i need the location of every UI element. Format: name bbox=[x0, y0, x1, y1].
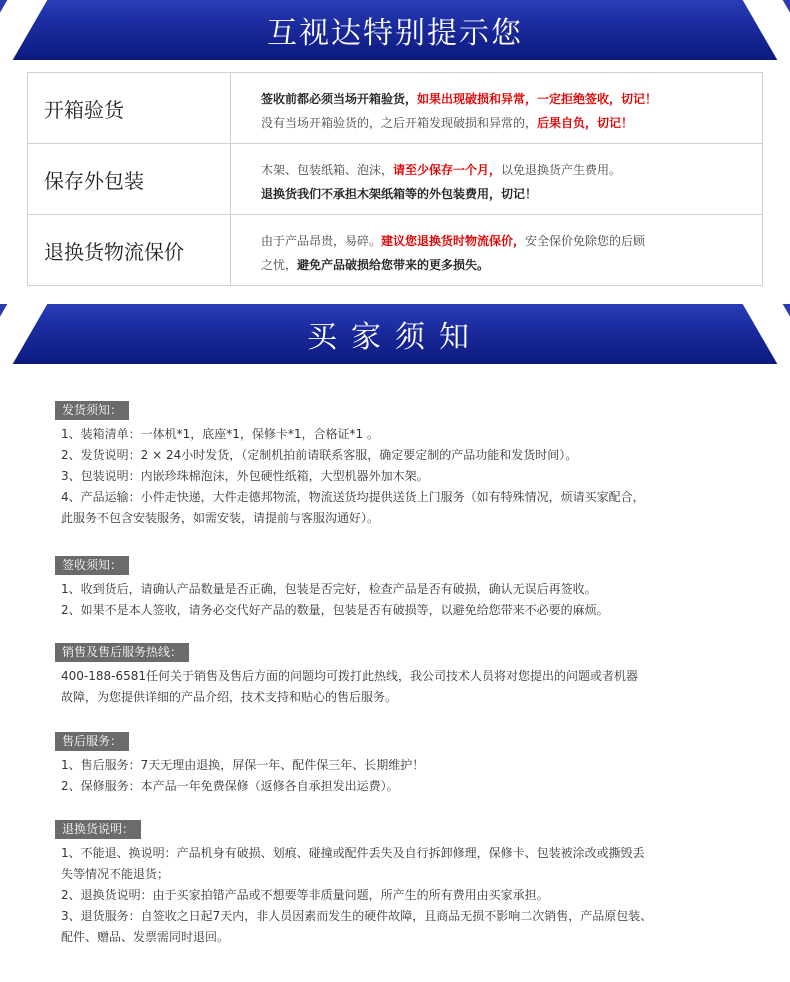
notice-segment: 如果出现破损和异常，一定拒绝签收，切记！ bbox=[417, 92, 658, 106]
section-tag: 售后服务： bbox=[55, 732, 129, 751]
section-line: 1、不能退、换说明：产品机身有破损、划痕、碰撞或配件丢失及自行拆卸修理，保修卡、包装被涂改或撕毁丢 bbox=[61, 846, 645, 860]
notice-segment: 之忧， bbox=[261, 258, 298, 272]
section-line: 3、退货服务：自签收之日起7天内，非人员因素而发生的硬件故障，且商品无损不影响二次销售，产品原包装、 bbox=[61, 909, 653, 923]
section-shipping bbox=[55, 399, 755, 529]
section-line: 配件、赠品、发票需同时退回。 bbox=[61, 930, 230, 944]
section-line: 4、产品运输：小件走快递，大件走德邦物流，物流送货均提供送货上门服务（如有特殊情况，烦请买家配合， bbox=[61, 490, 645, 504]
section-lines bbox=[55, 579, 755, 621]
mid-banner-title: 买家须知 bbox=[307, 320, 483, 355]
notice-row-insurance bbox=[28, 215, 762, 285]
notice-segment: 由于产品昂贵，易碎。 bbox=[261, 234, 382, 248]
section-hotline bbox=[55, 641, 755, 708]
section-line: 失等情况不能退货； bbox=[61, 867, 170, 881]
section-tag: 签收须知： bbox=[55, 556, 129, 575]
section-lines bbox=[55, 843, 755, 948]
notice-segment: 退换货我们不承担木架纸箱等的外包装费用，切记！ bbox=[261, 187, 538, 201]
section-line: 2、发货说明：2 × 24小时发货，（定制机拍前请联系客服，确定要定制的产品功能和发货时间）。 bbox=[61, 448, 578, 462]
section-lines bbox=[55, 755, 755, 797]
top-banner bbox=[0, 0, 790, 60]
notice-text bbox=[231, 73, 762, 143]
section-lines bbox=[55, 666, 755, 708]
section-receiving bbox=[55, 554, 755, 621]
notice-table bbox=[27, 72, 763, 286]
section-line: 1、收到货后，请确认产品数量是否正确，包装是否完好，检查产品是否有破损，确认无误后再签收。 bbox=[61, 582, 597, 596]
section-line: 3、包装说明：内嵌珍珠棉泡沫，外包硬性纸箱，大型机器外加木架。 bbox=[61, 469, 429, 483]
notice-segment: 签收前都必须当场开箱验货， bbox=[261, 92, 418, 106]
notice-text bbox=[231, 144, 762, 214]
section-line: 2、退换货说明：由于买家拍错产品或不想要等非质量问题，所产生的所有费用由买家承担。 bbox=[61, 888, 549, 902]
section-lines bbox=[55, 424, 755, 529]
notice-line bbox=[261, 158, 762, 182]
section-line: 1、售后服务：7天无理由退换，屏保一年、配件保三年、长期维护！ bbox=[61, 758, 425, 772]
notice-row-unboxing bbox=[28, 73, 762, 144]
notice-row-packaging bbox=[28, 144, 762, 215]
top-banner-title: 互视达特别提示您 bbox=[267, 16, 523, 51]
mid-banner bbox=[0, 304, 790, 364]
notice-line bbox=[261, 182, 762, 206]
section-returns bbox=[55, 818, 755, 948]
notice-line bbox=[261, 111, 762, 135]
notice-segment: 以免退换货产生费用。 bbox=[501, 163, 622, 177]
section-tag: 发货须知： bbox=[55, 401, 129, 420]
section-line: 故障，为您提供详细的产品介绍，技术支持和贴心的售后服务。 bbox=[61, 690, 398, 704]
notice-line bbox=[261, 229, 762, 253]
section-line: 此服务不包含安装服务，如需安装，请提前与客服沟通好）。 bbox=[61, 511, 380, 525]
section-line: 400-188-6581任何关于销售及售后方面的问题均可拨打此热线，我公司技术人员将对您提出的问题或者机器 bbox=[61, 669, 639, 683]
notice-segment: 没有当场开箱验货的，之后开箱发现破损和异常的， bbox=[261, 116, 538, 130]
notice-segment: 避免产品破损给您带来的更多损失。 bbox=[297, 258, 490, 272]
section-line: 2、如果不是本人签收，请务必交代好产品的数量，包装是否有破损等，以避免给您带来不必要的麻烦。 bbox=[61, 603, 609, 617]
notice-segment: 木架、包装纸箱、泡沫， bbox=[261, 163, 394, 177]
section-tag: 退换货说明： bbox=[55, 820, 141, 839]
notice-label: 开箱验货 bbox=[28, 73, 231, 143]
notice-segment: 请至少保存一个月， bbox=[393, 163, 502, 177]
section-line: 1、装箱清单：一体机*1，底座*1，保修卡*1，合格证*1 。 bbox=[61, 427, 379, 441]
notice-segment: 后果自负，切记！ bbox=[537, 116, 634, 130]
section-line: 2、保修服务：本产品一年免费保修（返修各自承担发出运费）。 bbox=[61, 779, 399, 793]
notice-text bbox=[231, 215, 762, 285]
section-aftersales bbox=[55, 730, 755, 797]
notice-line bbox=[261, 253, 762, 277]
notice-line bbox=[261, 87, 762, 111]
notice-label: 保存外包装 bbox=[28, 144, 231, 214]
notice-segment: 建议您退换货时物流保价， bbox=[381, 234, 526, 248]
section-tag: 销售及售后服务热线： bbox=[55, 643, 189, 662]
notice-label: 退换货物流保价 bbox=[28, 215, 231, 285]
notice-segment: 安全保价免除您的后顾 bbox=[525, 234, 646, 248]
